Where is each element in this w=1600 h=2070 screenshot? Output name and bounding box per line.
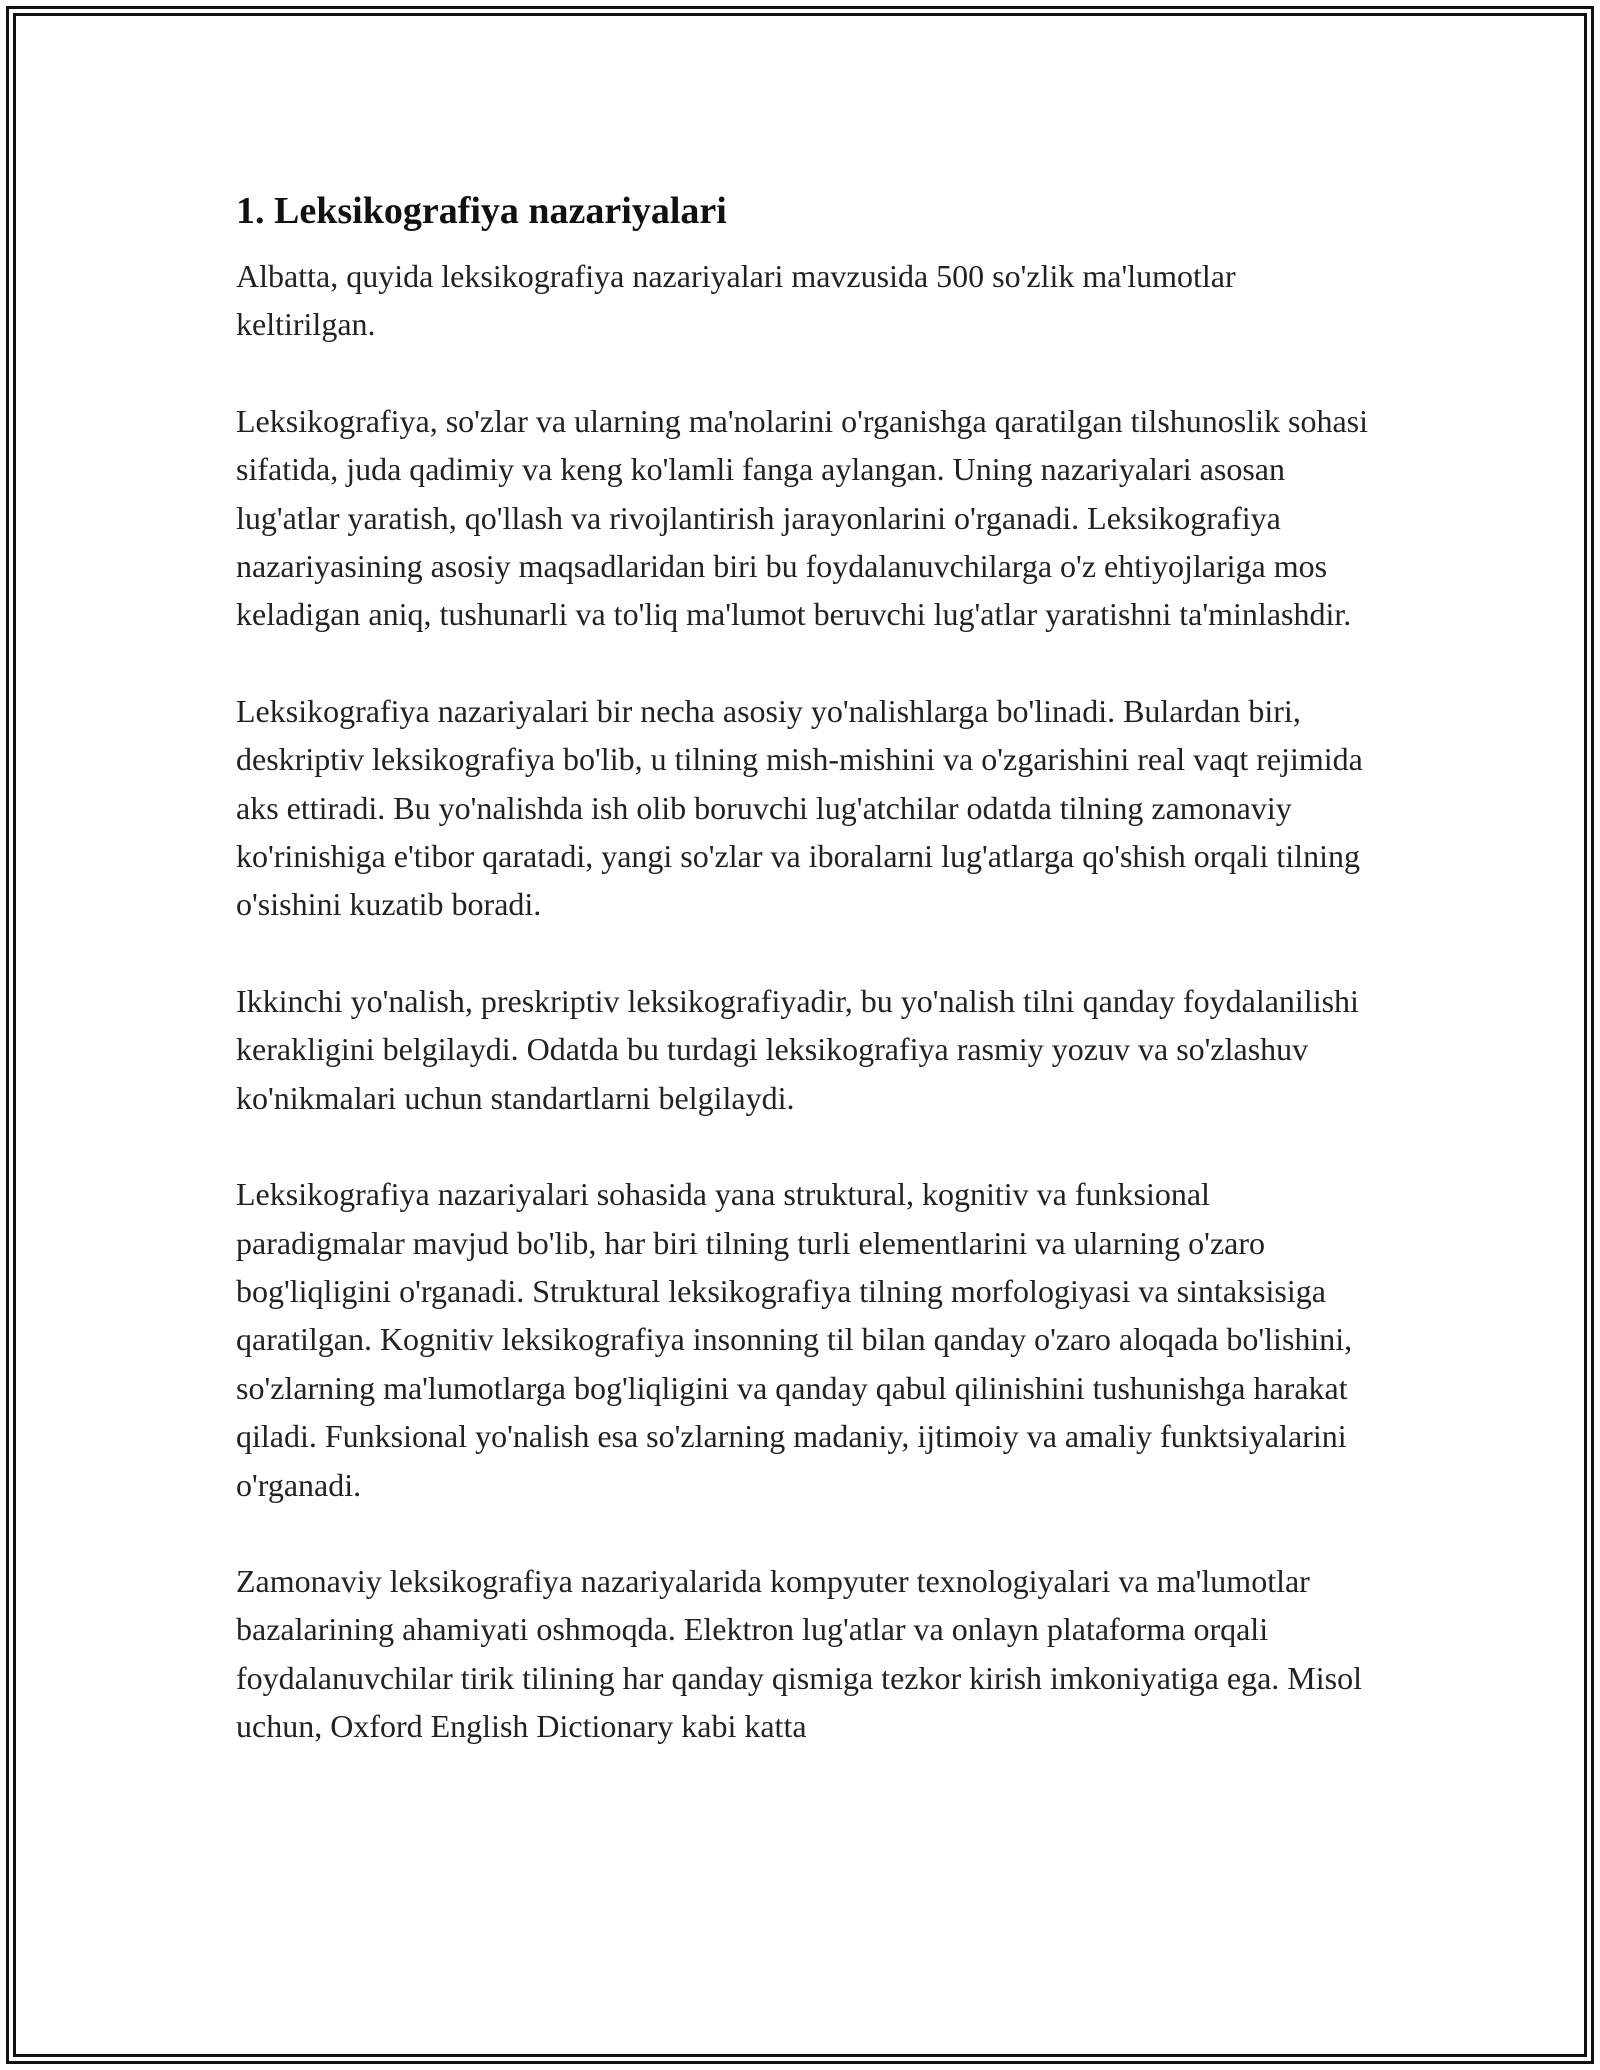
section-heading: 1. Leksikografiya nazariyalari [236,190,727,232]
document-body [236,186,1376,1799]
paragraph-modern: Zamonaviy leksikografiya nazariyalarida kompyuter texnologiyalari va ma'lumotlar bazalarining ahamiyati oshmoqda. Elektron lug'atlar va onlayn plataforma orqali foydalanuvchilar tirik tilining har qanday qismiga tezkor kirish imkoniyatiga ega. Misol uchun, Oxford English Dictionary kabi katta [236,1562,1362,1745]
paragraph-prescriptive: Ikkinchi yo'nalish, preskriptiv leksikografiyadir, bu yo'nalish tilni qanday foydalanilishi kerakligini belgilaydi. Odatda bu turdagi leksikografiya rasmiy yozuv va so'zlashuv ko'nikmalari uchun standartlarni belgilaydi. [236,982,1359,1116]
paragraph-paradigms: Leksikografiya nazariyalari sohasida yana struktural, kognitiv va funksional paradigmalar mavjud bo'lib, har biri tilning turli elementlarini va ularning o'zaro bog'liqligini o'rganadi. Struktural leksikografiya tilning morfologiyasi va sintaksisiga qaratilgan. Kognitiv leksikografiya insonning til bilan qanday o'zaro aloqada bo'lishini, so'zlarning ma'lumotlarga bog'liqligini va qanday qabul qilinishini tushunishga harakat qiladi. Funksional yo'nalish esa so'zlarning madaniy, ijtimoiy va amaliy funktsiyalarini o'rganadi. [236,1176,1353,1503]
paragraph-definition: Leksikografiya, so'zlar va ularning ma'nolarini o'rganishga qaratilgan tilshunoslik sohasi sifatida, juda qadimiy va keng ko'lamli fanga aylangan. Uning nazariyalari asosan lug'atlar yaratish, qo'llash va rivojlantirish jarayonlarini o'rganadi. Leksikografiya nazariyasining asosiy maqsadlaridan biri bu foydalanuvchilarga o'z ehtiyojlariga mos keladigan aniq, tushunarli va to'liq ma'lumot beruvchi lug'atlar yaratishni ta'minlashdir. [236,402,1368,633]
paragraph-intro: Albatta, quyida leksikografiya nazariyalari mavzusida 500 so'zlik ma'lumotlar keltirilgan. [236,258,1236,343]
paragraph-descriptive: Leksikografiya nazariyalari bir necha asosiy yo'nalishlarga bo'linadi. Bulardan biri, deskriptiv leksikografiya bo'lib, u tilning mish-mishini va o'zgarishini real vaqt rejimida aks ettiradi. Bu yo'nalishda ish olib boruvchi lug'atchilar odatda tilning zamonaviy ko'rinishiga e'tibor qaratadi, yangi so'zlar va iboralarni lug'atlarga qo'shish orqali tilning o'sishini kuzatib boradi. [236,692,1363,923]
